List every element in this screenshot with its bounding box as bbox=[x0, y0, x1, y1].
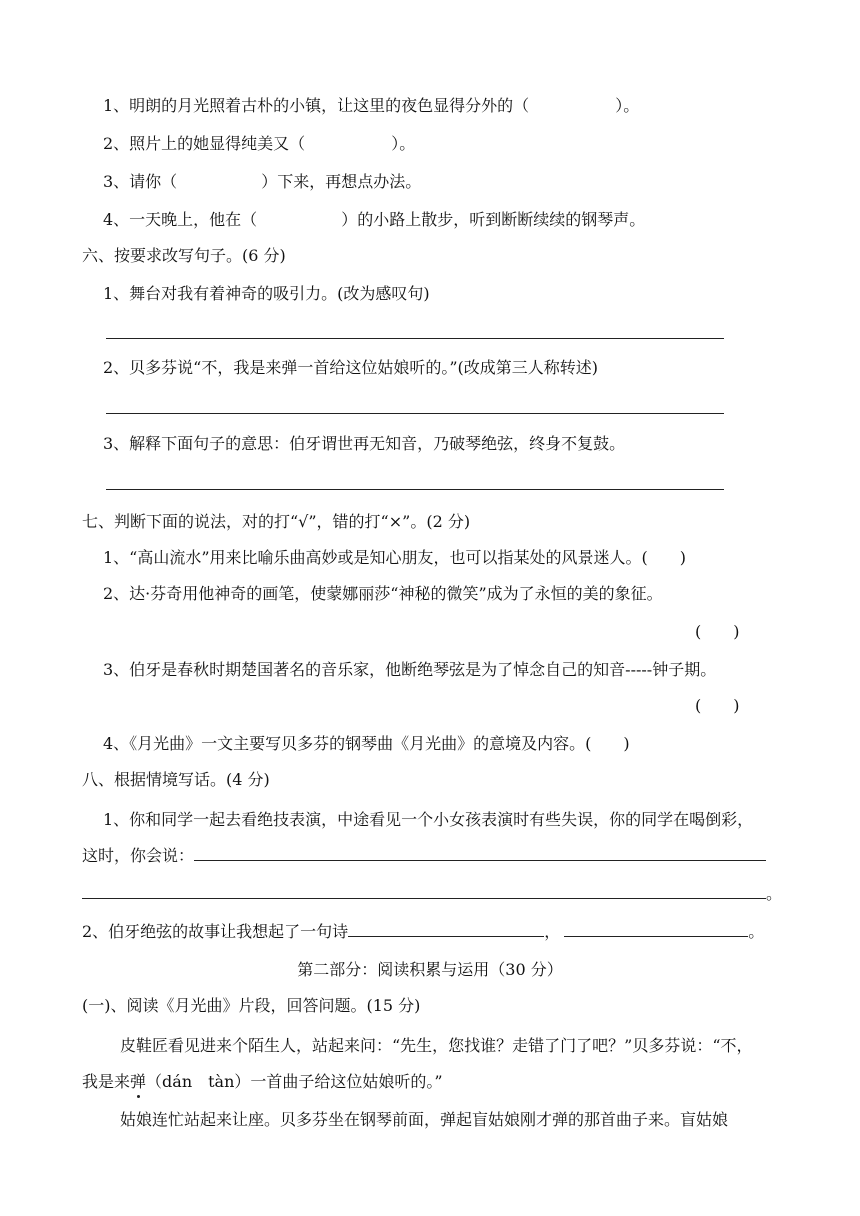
s7-q3: 3、伯牙是春秋时期楚国著名的音乐家，他断绝琴弦是为了悼念自己的知音-----钟子期。 bbox=[103, 660, 717, 679]
passage-line-2: 我是来弹（dán tàn）一首曲子给这位姑娘听的。” bbox=[82, 1072, 443, 1091]
s7-q4: 4、《月光曲》一文主要写贝多芬的钢琴曲《月光曲》的意境及内容。( ) bbox=[103, 734, 630, 753]
s8-q1-line2: 这时，你会说： bbox=[82, 846, 766, 866]
s8-q1-answer-line[interactable] bbox=[194, 846, 766, 861]
s7-title: 七、判断下面的说法，对的打“√”，错的打“×”。(2 分) bbox=[82, 512, 471, 531]
s8-q1-answer-line-2[interactable] bbox=[82, 884, 766, 899]
s8-q2-answer-line-1[interactable] bbox=[348, 922, 544, 937]
s7-q2-answer-paren[interactable]: ( ) bbox=[695, 622, 740, 641]
s8-q2: 2、伯牙绝弦的故事让我想起了一句诗 ， 。 bbox=[82, 922, 765, 941]
s8-q1-line3: 。 bbox=[82, 884, 782, 904]
s6-q1-answer-line[interactable] bbox=[106, 338, 724, 339]
part2-title: 第二部分：阅读积累与运用（30 分） bbox=[297, 960, 563, 979]
s6-q3: 3、解释下面句子的意思：伯牙谓世再无知音，乃破琴绝弦，终身不复鼓。 bbox=[103, 434, 626, 453]
s5-q1: 1、明朗的月光照着古朴的小镇，让这里的夜色显得分外的（ ）。 bbox=[103, 96, 640, 115]
passage-line-1: 皮鞋匠看见进来个陌生人，站起来问：“先生，您找谁？走错了门了吧？”贝多芬说：“不， bbox=[120, 1036, 753, 1055]
s5-q2: 2、照片上的她显得纯美又（ ）。 bbox=[103, 134, 416, 153]
s8-title: 八、根据情境写话。(4 分) bbox=[82, 770, 270, 789]
s6-q1: 1、舞台对我有着神奇的吸引力。(改为感叹句) bbox=[103, 284, 430, 303]
s6-title: 六、按要求改写句子。(6 分) bbox=[82, 246, 286, 265]
s6-q3-answer-line[interactable] bbox=[106, 489, 724, 490]
s7-q1: 1、“高山流水”用来比喻乐曲高妙或是知心朋友，也可以指某处的风景迷人。( ) bbox=[103, 548, 687, 567]
s8-q2-answer-line-2[interactable] bbox=[564, 922, 748, 937]
dotted-char: 弹 bbox=[130, 1072, 147, 1091]
s5-q4: 4、一天晚上，他在（ ）的小路上散步，听到断断续续的钢琴声。 bbox=[103, 210, 646, 229]
s6-q2: 2、贝多芬说“不，我是来弹一首给这位姑娘听的。”(改成第三人称转述) bbox=[103, 358, 599, 377]
s8-q1-line1: 1、你和同学一起去看绝技表演，中途看见一个小女孩表演时有些失误，你的同学在喝倒彩， bbox=[103, 810, 754, 829]
part2-subtitle: (一)、阅读《月光曲》片段，回答问题。(15 分) bbox=[82, 996, 421, 1015]
s6-q2-answer-line[interactable] bbox=[106, 413, 724, 414]
s5-q3: 3、请你（ ）下来，再想点办法。 bbox=[103, 172, 422, 191]
s7-q3-answer-paren[interactable]: ( ) bbox=[695, 696, 740, 715]
s7-q2: 2、达·芬奇用他神奇的画笔，使蒙娜丽莎“神秘的微笑”成为了永恒的美的象征。 bbox=[103, 584, 663, 603]
passage-line-3: 姑娘连忙站起来让座。贝多芬坐在钢琴前面，弹起盲姑娘刚才弹的那首曲子来。盲姑娘 bbox=[120, 1110, 729, 1129]
